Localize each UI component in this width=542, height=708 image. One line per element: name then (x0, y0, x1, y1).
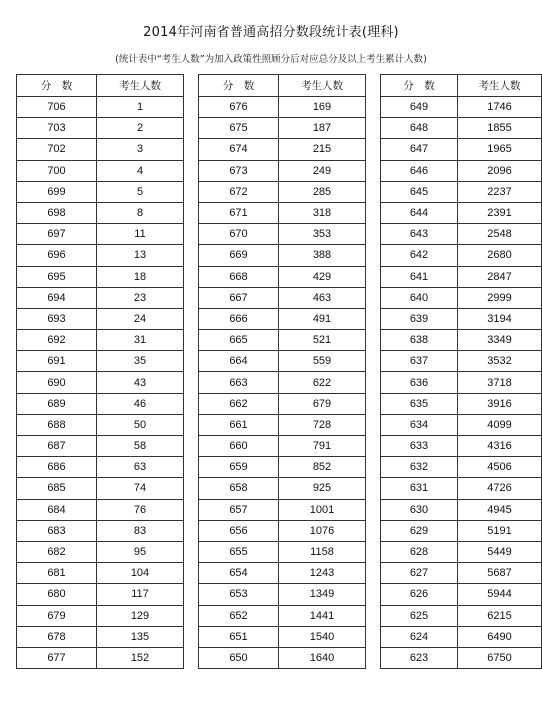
score-cell: 660 (199, 436, 279, 457)
table-row (381, 499, 542, 520)
page-subtitle: (统计表中“考生人数”为加入政策性照顾分后对应总分及以上考生累计人数) (115, 54, 427, 65)
table-row (17, 499, 184, 520)
score-cell: 682 (17, 541, 97, 562)
score-cell: 678 (17, 626, 97, 647)
count-cell: 3718 (458, 372, 542, 393)
table-row (17, 287, 184, 308)
table-row (381, 202, 542, 223)
score-cell: 652 (199, 605, 279, 626)
table-row (381, 647, 542, 668)
table-row (17, 563, 184, 584)
count-cell: 1965 (458, 139, 542, 160)
count-cell: 46 (97, 393, 184, 414)
table-row (199, 202, 366, 223)
score-cell: 637 (381, 351, 458, 372)
score-cell: 663 (199, 372, 279, 393)
count-cell: 31 (97, 330, 184, 351)
count-cell: 429 (279, 266, 366, 287)
table-row (199, 287, 366, 308)
score-cell: 693 (17, 308, 97, 329)
count-cell: 5687 (458, 563, 542, 584)
count-cell: 187 (279, 118, 366, 139)
table-row (199, 457, 366, 478)
score-cell: 648 (381, 118, 458, 139)
table-row (381, 97, 542, 118)
score-cell: 635 (381, 393, 458, 414)
table-row (17, 351, 184, 372)
count-cell: 23 (97, 287, 184, 308)
count-cell: 491 (279, 308, 366, 329)
table-row (17, 436, 184, 457)
table-row (199, 97, 366, 118)
table-row (17, 202, 184, 223)
count-cell: 76 (97, 499, 184, 520)
score-cell: 677 (17, 647, 97, 668)
table-row (381, 393, 542, 414)
table-row (199, 584, 366, 605)
count-cell: 1441 (279, 605, 366, 626)
count-cell: 5 (97, 181, 184, 202)
score-cell: 642 (381, 245, 458, 266)
score-cell: 631 (381, 478, 458, 499)
table-row (199, 351, 366, 372)
count-cell: 521 (279, 330, 366, 351)
score-cell: 655 (199, 541, 279, 562)
score-cell: 626 (381, 584, 458, 605)
count-cell: 4506 (458, 457, 542, 478)
count-cell: 1540 (279, 626, 366, 647)
table-row (17, 330, 184, 351)
score-cell: 627 (381, 563, 458, 584)
count-cell: 463 (279, 287, 366, 308)
table-row (199, 414, 366, 435)
count-cell: 43 (97, 372, 184, 393)
score-cell: 665 (199, 330, 279, 351)
count-cell: 2680 (458, 245, 542, 266)
table-row (17, 160, 184, 181)
count-column-header: 考生人数 (97, 75, 184, 97)
table-row (381, 245, 542, 266)
count-cell: 3349 (458, 330, 542, 351)
table-row (17, 266, 184, 287)
count-cell: 852 (279, 457, 366, 478)
table-row (199, 266, 366, 287)
table-row (381, 584, 542, 605)
score-cell: 667 (199, 287, 279, 308)
table-row (381, 520, 542, 541)
count-cell: 6750 (458, 647, 542, 668)
count-cell: 129 (97, 605, 184, 626)
score-cell: 703 (17, 118, 97, 139)
count-cell: 791 (279, 436, 366, 457)
table-row (199, 393, 366, 414)
table-row (199, 181, 366, 202)
score-table-3 (380, 74, 542, 669)
count-cell: 215 (279, 139, 366, 160)
count-cell: 5944 (458, 584, 542, 605)
score-cell: 651 (199, 626, 279, 647)
table-row (199, 139, 366, 160)
table-row (381, 457, 542, 478)
count-cell: 1640 (279, 647, 366, 668)
table-row (381, 414, 542, 435)
table-row (381, 181, 542, 202)
table-row (381, 541, 542, 562)
count-cell: 11 (97, 224, 184, 245)
table-row (199, 160, 366, 181)
score-cell: 683 (17, 520, 97, 541)
count-cell: 3194 (458, 308, 542, 329)
count-cell: 35 (97, 351, 184, 372)
table-row (199, 224, 366, 245)
count-cell: 559 (279, 351, 366, 372)
table-row (381, 139, 542, 160)
count-cell: 3 (97, 139, 184, 160)
table-row (199, 372, 366, 393)
count-cell: 1 (97, 97, 184, 118)
count-cell: 83 (97, 520, 184, 541)
score-cell: 664 (199, 351, 279, 372)
score-cell: 638 (381, 330, 458, 351)
score-cell: 661 (199, 414, 279, 435)
table-row (199, 563, 366, 584)
score-cell: 669 (199, 245, 279, 266)
score-cell: 650 (199, 647, 279, 668)
table-row (381, 118, 542, 139)
table-row (381, 266, 542, 287)
table-body (199, 97, 366, 669)
count-column-header: 考生人数 (279, 75, 366, 97)
count-cell: 3532 (458, 351, 542, 372)
table-row (381, 372, 542, 393)
table-row (17, 308, 184, 329)
score-cell: 643 (381, 224, 458, 245)
table-body (381, 97, 542, 669)
table-row (199, 118, 366, 139)
count-cell: 4316 (458, 436, 542, 457)
score-cell: 700 (17, 160, 97, 181)
count-cell: 117 (97, 584, 184, 605)
score-cell: 686 (17, 457, 97, 478)
table-row (199, 478, 366, 499)
count-cell: 285 (279, 181, 366, 202)
table-row (17, 139, 184, 160)
score-cell: 666 (199, 308, 279, 329)
table-row (17, 478, 184, 499)
count-cell: 135 (97, 626, 184, 647)
score-column-header: 分 数 (199, 75, 279, 97)
score-table-2 (198, 74, 366, 669)
count-cell: 925 (279, 478, 366, 499)
score-cell: 699 (17, 181, 97, 202)
table-row (17, 97, 184, 118)
score-cell: 680 (17, 584, 97, 605)
count-cell: 6215 (458, 605, 542, 626)
table-row (17, 457, 184, 478)
table-row (199, 647, 366, 668)
count-cell: 728 (279, 414, 366, 435)
table-row (199, 605, 366, 626)
score-cell: 624 (381, 626, 458, 647)
count-cell: 5191 (458, 520, 542, 541)
count-cell: 6490 (458, 626, 542, 647)
score-cell: 639 (381, 308, 458, 329)
count-cell: 2237 (458, 181, 542, 202)
count-cell: 353 (279, 224, 366, 245)
count-cell: 74 (97, 478, 184, 499)
score-cell: 634 (381, 414, 458, 435)
table-row (199, 541, 366, 562)
table-row (381, 605, 542, 626)
table-row (17, 605, 184, 626)
table-body (17, 97, 184, 669)
score-cell: 658 (199, 478, 279, 499)
score-table-1 (16, 74, 184, 669)
score-cell: 625 (381, 605, 458, 626)
score-cell: 673 (199, 160, 279, 181)
table-row (381, 224, 542, 245)
count-cell: 3916 (458, 393, 542, 414)
score-cell: 647 (381, 139, 458, 160)
table-row (17, 414, 184, 435)
score-cell: 674 (199, 139, 279, 160)
count-cell: 104 (97, 563, 184, 584)
score-cell: 628 (381, 541, 458, 562)
table-header-row (17, 75, 184, 97)
score-cell: 646 (381, 160, 458, 181)
score-cell: 676 (199, 97, 279, 118)
count-cell: 1243 (279, 563, 366, 584)
score-cell: 679 (17, 605, 97, 626)
score-cell: 636 (381, 372, 458, 393)
score-cell: 681 (17, 563, 97, 584)
count-cell: 4099 (458, 414, 542, 435)
score-cell: 641 (381, 266, 458, 287)
count-cell: 2847 (458, 266, 542, 287)
count-cell: 249 (279, 160, 366, 181)
count-cell: 13 (97, 245, 184, 266)
score-cell: 629 (381, 520, 458, 541)
table-row (381, 287, 542, 308)
score-cell: 668 (199, 266, 279, 287)
score-cell: 688 (17, 414, 97, 435)
score-cell: 653 (199, 584, 279, 605)
table-row (381, 626, 542, 647)
score-cell: 685 (17, 478, 97, 499)
score-cell: 697 (17, 224, 97, 245)
table-header-row (381, 75, 542, 97)
count-cell: 1158 (279, 541, 366, 562)
count-cell: 2 (97, 118, 184, 139)
table-row (199, 245, 366, 266)
count-cell: 4945 (458, 499, 542, 520)
count-cell: 1855 (458, 118, 542, 139)
score-cell: 672 (199, 181, 279, 202)
score-cell: 654 (199, 563, 279, 584)
score-cell: 649 (381, 97, 458, 118)
score-cell: 696 (17, 245, 97, 266)
table-row (381, 330, 542, 351)
count-cell: 8 (97, 202, 184, 223)
table-row (381, 563, 542, 584)
score-cell: 691 (17, 351, 97, 372)
count-cell: 388 (279, 245, 366, 266)
score-column-header: 分 数 (17, 75, 97, 97)
table-row (17, 626, 184, 647)
count-cell: 1076 (279, 520, 366, 541)
count-cell: 63 (97, 457, 184, 478)
score-cell: 632 (381, 457, 458, 478)
table-row (17, 584, 184, 605)
count-cell: 622 (279, 372, 366, 393)
count-cell: 95 (97, 541, 184, 562)
score-cell: 630 (381, 499, 458, 520)
score-cell: 656 (199, 520, 279, 541)
count-cell: 2999 (458, 287, 542, 308)
count-cell: 24 (97, 308, 184, 329)
score-cell: 692 (17, 330, 97, 351)
count-cell: 679 (279, 393, 366, 414)
table-row (17, 647, 184, 668)
table-row (199, 520, 366, 541)
score-cell: 702 (17, 139, 97, 160)
count-cell: 1349 (279, 584, 366, 605)
count-cell: 1001 (279, 499, 366, 520)
score-cell: 684 (17, 499, 97, 520)
score-cell: 644 (381, 202, 458, 223)
score-cell: 675 (199, 118, 279, 139)
score-cell: 659 (199, 457, 279, 478)
score-cell: 645 (381, 181, 458, 202)
score-cell: 657 (199, 499, 279, 520)
count-cell: 2548 (458, 224, 542, 245)
score-cell: 698 (17, 202, 97, 223)
count-cell: 152 (97, 647, 184, 668)
table-row (17, 541, 184, 562)
table-row (381, 436, 542, 457)
table-row (17, 520, 184, 541)
score-cell: 690 (17, 372, 97, 393)
score-cell: 687 (17, 436, 97, 457)
table-row (381, 478, 542, 499)
score-column-header: 分 数 (381, 75, 458, 97)
score-cell: 670 (199, 224, 279, 245)
table-row (17, 118, 184, 139)
score-cell: 623 (381, 647, 458, 668)
score-cell: 706 (17, 97, 97, 118)
count-cell: 169 (279, 97, 366, 118)
score-cell: 662 (199, 393, 279, 414)
score-cell: 640 (381, 287, 458, 308)
count-cell: 5449 (458, 541, 542, 562)
score-cell: 671 (199, 202, 279, 223)
table-row (199, 499, 366, 520)
table-row (17, 224, 184, 245)
table-row (381, 351, 542, 372)
table-row (199, 626, 366, 647)
page-title: 2014年河南省普通高招分数段统计表(理科) (143, 25, 399, 40)
count-cell: 2391 (458, 202, 542, 223)
table-row (17, 393, 184, 414)
table-row (17, 372, 184, 393)
score-cell: 633 (381, 436, 458, 457)
score-cell: 695 (17, 266, 97, 287)
table-row (381, 160, 542, 181)
table-row (17, 181, 184, 202)
count-cell: 318 (279, 202, 366, 223)
count-cell: 4726 (458, 478, 542, 499)
score-cell: 689 (17, 393, 97, 414)
count-cell: 1746 (458, 97, 542, 118)
score-cell: 694 (17, 287, 97, 308)
count-cell: 4 (97, 160, 184, 181)
count-cell: 50 (97, 414, 184, 435)
table-header-row (199, 75, 366, 97)
count-cell: 58 (97, 436, 184, 457)
table-row (381, 308, 542, 329)
table-row (199, 308, 366, 329)
count-cell: 18 (97, 266, 184, 287)
table-row (17, 245, 184, 266)
count-column-header: 考生人数 (458, 75, 542, 97)
count-cell: 2096 (458, 160, 542, 181)
table-row (199, 436, 366, 457)
table-row (199, 330, 366, 351)
